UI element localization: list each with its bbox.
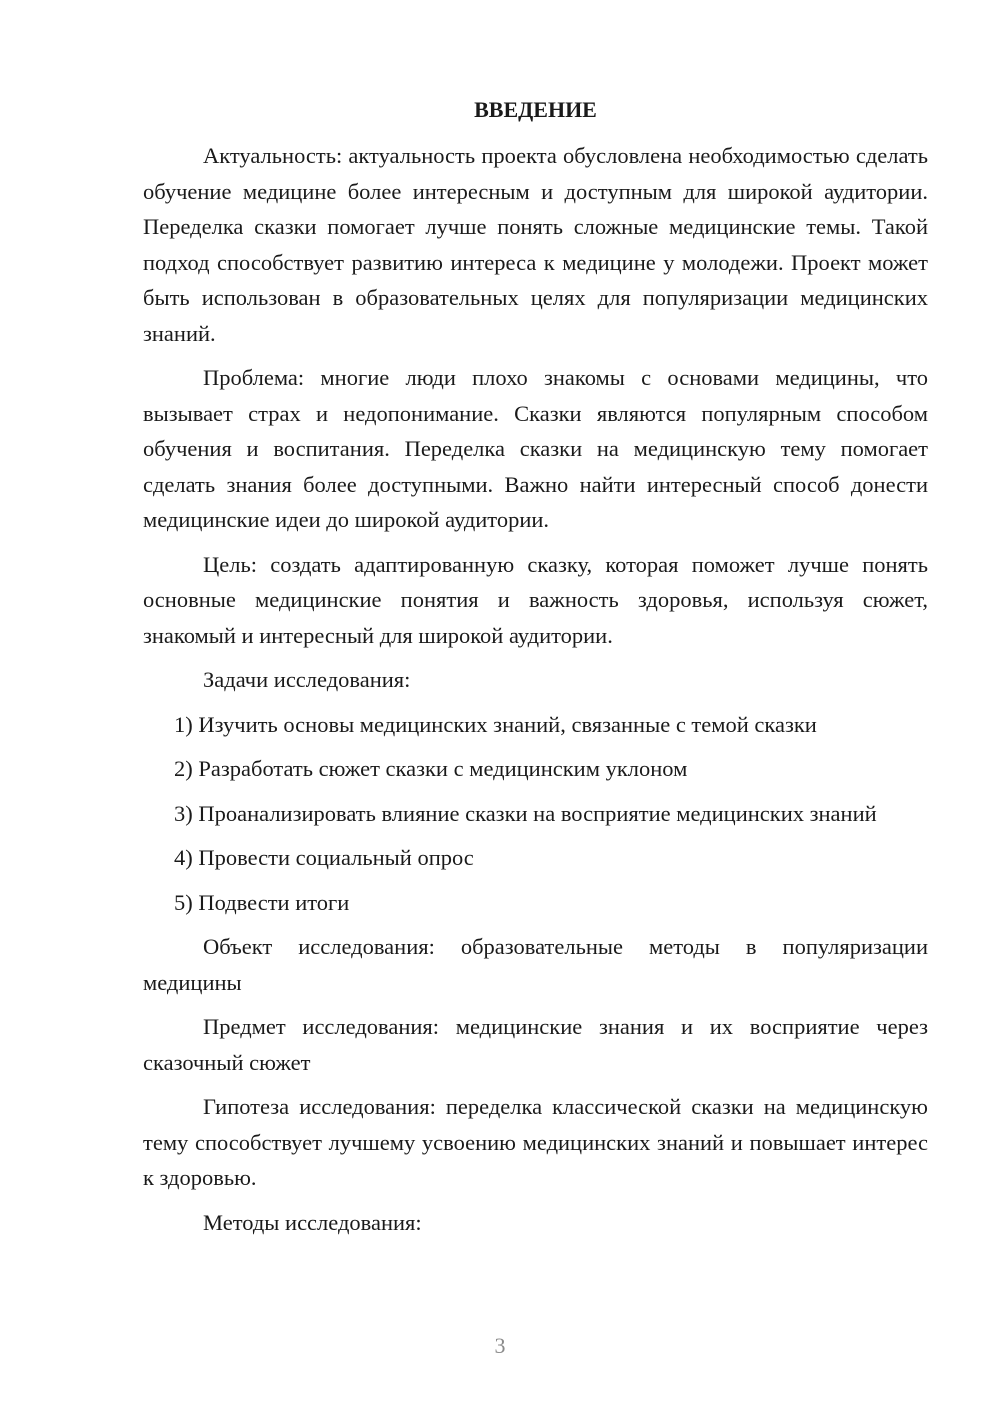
hypothesis-paragraph: Гипотеза исследования: переделка классической сказки на медицинскую тему способствует лучшему усвоению медицинских знаний и повышает интерес к здоровью. [143,1094,928,1190]
tasks-heading: Задачи исследования: [203,667,411,692]
goal-paragraph: Цель: создать адаптированную сказку, которая поможет лучше понять основные медицинские понятия и важность здоровья, используя сюжет, знакомый и интересный для широкой аудитории. [143,551,928,648]
task-item: 3) Проанализировать влияние сказки на восприятие медицинских знаний [174,800,877,826]
relevance-paragraph: Актуальность: актуальность проекта обусловлена необходимостью сделать обучение медицине более интересным и доступным для широкой аудитории. Переделка сказки помогает лучше понять сложные медицинские темы. Такой подход способствует развитию интереса к медицине у молодежи. Проект может быть использован в образовательных целях для популяризации медицинских знаний. [143,143,928,346]
task-item: 2) Разработать сюжет сказки с медицинским уклоном [174,756,688,781]
page-number: 3 [494,1333,506,1358]
section-title: ВВЕДЕНИЕ [474,97,597,122]
subject-paragraph: Предмет исследования: медицинские знания и их восприятие через сказочный сюжет [143,1014,928,1075]
object-paragraph: Объект исследования: образовательные методы в популяризации медицины [143,934,928,995]
methods-heading: Методы исследования: [203,1209,422,1235]
task-item: 1) Изучить основы медицинских знаний, связанные с темой сказки [174,711,817,737]
problem-paragraph: Проблема: многие люди плохо знакомы с основами медицины, что вызывает страх и недопонимание. Сказки являются популярным способом обучения и воспитания. Переделка сказки на медицинскую тему помогает сделать знания более доступными. Важно найти интересный способ донести медицинские идеи до широкой аудитории. [143,365,928,532]
task-item: 5) Подвести итоги [174,889,350,915]
page-content [143,92,928,1249]
task-item: 4) Провести социальный опрос [174,845,474,870]
